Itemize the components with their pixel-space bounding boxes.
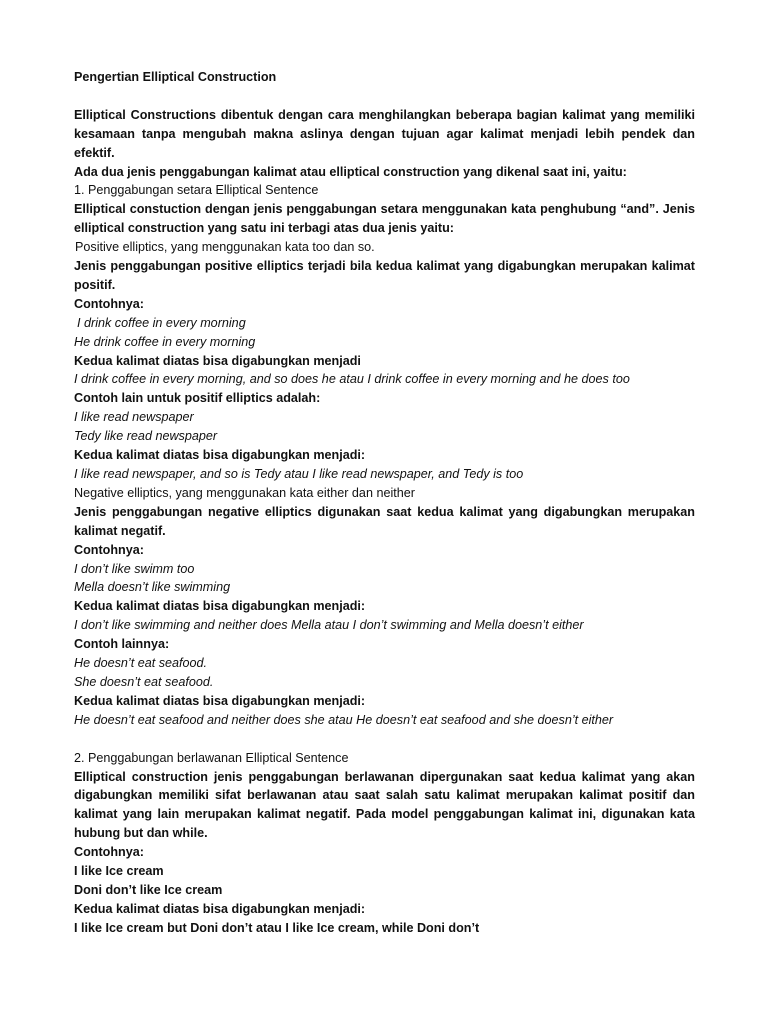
negative-combine-label-2: Kedua kalimat diatas bisa digabungkan menjadi:	[74, 693, 366, 708]
document-title: Pengertian Elliptical Construction	[74, 70, 277, 84]
spacer	[74, 87, 695, 106]
section1-heading: 1. Penggabungan setara Elliptical Sentence	[74, 183, 319, 198]
negative-description: Jenis penggabungan negative elliptics digunakan saat kedua kalimat yang digabungkan merupakan kalimat negatif.	[74, 504, 695, 538]
section2-heading: 2. Penggabungan berlawanan Elliptical Sentence	[74, 750, 349, 765]
negative-example-4: She doesn’t eat seafood.	[74, 674, 214, 689]
intro-paragraph: Elliptical Constructions dibentuk dengan cara menghilangkan beberapa bagian kalimat yang memiliki kesamaan tanpa mengubah makna aslinya dengan tujuan agar kalimat menjadi lebih pendek dan efektif.	[74, 107, 695, 160]
section2-example-1: I like Ice cream	[74, 864, 164, 879]
positive-heading: Positive elliptics, yang menggunakan kata too dan so.	[75, 240, 375, 255]
negative-example-label: Contohnya:	[74, 542, 144, 557]
positive-example-1: I drink coffee in every morning	[77, 315, 246, 330]
positive-result-2: I like read newspaper, and so is Tedy atau I like read newspaper, and Tedy is too	[74, 467, 524, 482]
negative-example-2: Mella doesn’t like swimming	[74, 580, 231, 595]
positive-example-2: He drink coffee in every morning	[74, 334, 256, 349]
positive-result: I drink coffee in every morning, and so does he atau I drink coffee in every morning and he does too	[74, 372, 630, 387]
intro-types: Ada dua jenis penggabungan kalimat atau elliptical construction yang dikenal saat ini, yaitu:	[74, 164, 627, 179]
section2-combine-label: Kedua kalimat diatas bisa digabungkan menjadi:	[74, 901, 366, 916]
positive-description: Jenis penggabungan positive elliptics terjadi bila kedua kalimat yang digabungkan merupakan kalimat positif.	[74, 259, 695, 292]
section1-description: Elliptical constuction dengan jenis penggabungan setara menggunakan kata penghubung “and”. Jenis elliptical construction yang satu ini terbagi atas dua jenis yaitu:	[74, 202, 695, 236]
negative-other-label: Contoh lainnya:	[74, 637, 170, 652]
negative-result-2: He doesn’t eat seafood and neither does she atau He doesn’t eat seafood and she doesn’t either	[74, 712, 614, 727]
negative-combine-label: Kedua kalimat diatas bisa digabungkan menjadi:	[74, 599, 366, 614]
positive-other-label: Contoh lain untuk positif elliptics adalah:	[74, 391, 321, 406]
positive-example-3: I like read newspaper	[74, 410, 194, 425]
section2-result: I like Ice cream but Doni don’t atau I like Ice cream, while Doni don’t	[74, 920, 480, 935]
section2-description: Elliptical construction jenis penggabungan berlawanan dipergunakan saat kedua kalimat yang akan digabungkan memiliki sifat berlawanan atau saat salah satu kalimat merupakan kalimat positif dan kalimat yang lain merupakan kalimat negatif. Pada model penggabungan kalimat ini, digunakan kata hubung but dan while.	[74, 769, 695, 841]
positive-example-label: Contohnya:	[74, 296, 144, 311]
positive-example-4: Tedy like read newspaper	[74, 429, 218, 444]
positive-combine-label: Kedua kalimat diatas bisa digabungkan menjadi	[74, 353, 361, 368]
negative-example-3: He doesn’t eat seafood.	[74, 656, 208, 671]
negative-heading: Negative elliptics, yang menggunakan kata either dan neither	[74, 485, 415, 500]
negative-result: I don’t like swimming and neither does Mella atau I don’t swimming and Mella doesn’t either	[74, 618, 584, 633]
section2-example-label: Contohnya:	[74, 845, 144, 860]
negative-example-1: I don’t like swimm too	[74, 561, 195, 576]
spacer	[74, 730, 695, 749]
section2-example-2: Doni don’t like Ice cream	[74, 882, 223, 897]
positive-combine-label-2: Kedua kalimat diatas bisa digabungkan menjadi:	[74, 448, 366, 463]
